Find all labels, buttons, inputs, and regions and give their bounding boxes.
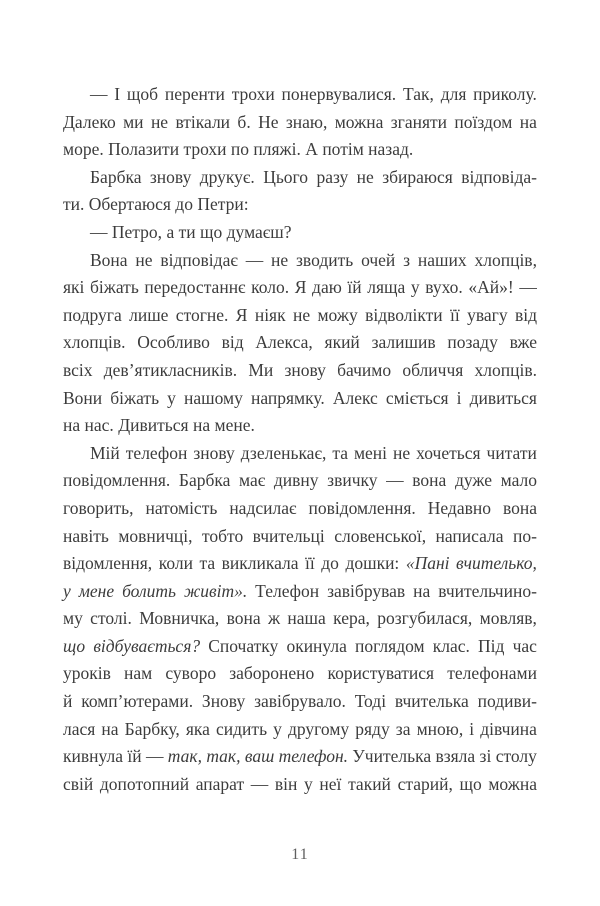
word: Особливо xyxy=(137,332,210,353)
word: сидить xyxy=(216,718,268,739)
word: ляща xyxy=(367,277,406,298)
word: телефон xyxy=(125,442,188,463)
word: такий xyxy=(348,773,391,794)
text-line xyxy=(63,357,537,385)
text-line xyxy=(63,578,537,606)
word: Вони xyxy=(63,387,103,408)
word: розгубилася, xyxy=(377,608,473,629)
text-line xyxy=(63,467,537,495)
text-line xyxy=(63,302,537,330)
page-text xyxy=(63,81,537,798)
word: що xyxy=(200,221,223,242)
word: окинула xyxy=(286,635,347,656)
word: лише xyxy=(129,304,169,325)
word: ж xyxy=(267,608,281,629)
word: так, xyxy=(167,746,202,767)
word: Знову xyxy=(201,691,246,712)
word: Далеко xyxy=(63,111,116,132)
text-line xyxy=(63,274,537,302)
word: натомість xyxy=(145,497,218,518)
word: разу xyxy=(316,166,349,187)
word: сміється xyxy=(385,387,449,408)
word: щоб xyxy=(126,84,159,104)
word: можна xyxy=(334,111,384,132)
word: увагу xyxy=(467,304,508,325)
word: неї xyxy=(319,773,342,794)
word: комп’ютерами. xyxy=(81,691,194,712)
word: до xyxy=(175,194,193,215)
word: Дивиться xyxy=(118,415,189,436)
word: Недавно xyxy=(427,497,491,518)
word: А xyxy=(305,139,318,160)
word: приколу. xyxy=(473,84,537,104)
word: — xyxy=(519,277,537,298)
text-line xyxy=(63,550,537,578)
word: вона xyxy=(226,608,261,629)
word: Не xyxy=(258,111,279,132)
page-number: 11 xyxy=(291,846,309,863)
word: дошки: xyxy=(345,553,400,574)
word: відволікти xyxy=(365,304,443,325)
word: І xyxy=(114,84,121,104)
word: напрямку. xyxy=(250,387,325,408)
word: дивиться xyxy=(469,387,537,408)
word: — xyxy=(90,221,108,242)
word: трохи xyxy=(183,139,227,160)
word: до xyxy=(321,553,339,574)
word: не xyxy=(271,249,289,270)
word: не xyxy=(292,304,311,325)
word: Барбку, xyxy=(124,718,180,739)
word: та xyxy=(332,442,348,463)
word: можу xyxy=(317,304,358,325)
word: мовничці, xyxy=(118,525,193,546)
word: ти. xyxy=(63,194,85,215)
word: столу xyxy=(495,746,537,767)
word: нашому xyxy=(184,387,243,408)
word: знову xyxy=(284,359,326,380)
word: позаду xyxy=(447,332,498,353)
word: користуватися xyxy=(327,663,435,684)
word: лася xyxy=(63,718,96,739)
word: коло. xyxy=(251,277,290,298)
word: нас. xyxy=(84,415,114,436)
word: що xyxy=(63,635,86,656)
word: надсилає xyxy=(229,497,297,518)
word: Полазити xyxy=(108,139,180,160)
word: у xyxy=(410,277,420,298)
word: вона xyxy=(412,470,447,491)
word: хлопців. xyxy=(63,332,126,353)
word: кера, xyxy=(333,608,370,629)
word: повідомлення. xyxy=(308,497,416,518)
word: вже xyxy=(509,332,537,353)
word: Спочатку xyxy=(208,635,279,656)
word: — xyxy=(90,84,108,104)
word: «Ай»! xyxy=(468,277,514,298)
word: коли xyxy=(158,553,193,574)
word: за xyxy=(395,718,411,739)
word: та xyxy=(199,553,216,574)
word: їй xyxy=(127,746,142,767)
word: знову xyxy=(193,442,235,463)
word: біжать xyxy=(90,277,139,298)
word: й xyxy=(63,691,73,712)
word: написала xyxy=(435,525,504,546)
word: Тоді xyxy=(354,691,387,712)
word: ніяк xyxy=(254,304,286,325)
text-line xyxy=(63,523,537,551)
word: звичку xyxy=(327,470,378,491)
word: Телефон xyxy=(255,580,320,601)
word: можна xyxy=(488,773,537,794)
word: Учителька xyxy=(352,746,432,767)
word: подиви- xyxy=(477,691,537,712)
word: другому xyxy=(287,718,350,739)
word: ряду xyxy=(355,718,390,739)
word: з xyxy=(403,249,411,270)
word: телефонами xyxy=(447,663,537,684)
text-line xyxy=(63,412,537,440)
word: Під xyxy=(478,635,505,656)
text-line xyxy=(63,136,537,164)
word: Петро, xyxy=(111,221,163,242)
word: вухо. xyxy=(425,277,463,298)
word: має xyxy=(239,470,266,491)
word: і xyxy=(456,387,462,408)
word: Барбка xyxy=(178,470,231,491)
word: на xyxy=(519,111,537,132)
word: втікали xyxy=(175,111,231,132)
word: му xyxy=(63,608,83,629)
word: обличчя xyxy=(402,359,464,380)
word: її xyxy=(305,553,315,574)
word: нам xyxy=(124,663,153,684)
word: вчительчино- xyxy=(438,580,537,601)
word: трохи xyxy=(231,84,275,104)
word: старий, xyxy=(397,773,453,794)
word: думаєш? xyxy=(226,221,292,242)
word: Обертаюся xyxy=(88,194,171,215)
word: Мовничка, xyxy=(139,608,220,629)
word: пляжі. xyxy=(253,139,301,160)
word: знову xyxy=(149,166,192,187)
word: викликала xyxy=(221,553,299,574)
word: мною, xyxy=(416,718,464,739)
word: говорить, xyxy=(63,497,134,518)
word: вчительці xyxy=(252,525,325,546)
word: не xyxy=(393,442,411,463)
word: подруга xyxy=(63,304,122,325)
word: понервувалися. xyxy=(281,84,397,104)
word: для xyxy=(440,84,467,104)
text-line xyxy=(63,329,537,357)
word: не xyxy=(135,249,153,270)
word: бачимо xyxy=(337,359,392,380)
word: свій xyxy=(63,773,94,794)
word: на xyxy=(101,718,119,739)
word: по xyxy=(230,139,250,160)
text-line xyxy=(63,495,537,523)
word: Алекса, xyxy=(255,332,313,353)
word: Вона xyxy=(90,249,128,270)
word: наша xyxy=(287,608,326,629)
word: болить xyxy=(122,580,176,601)
word: даю xyxy=(312,277,342,298)
word: — xyxy=(245,249,264,270)
word: повідомлення. xyxy=(63,470,171,491)
word: Петри: xyxy=(197,194,249,215)
word: по- xyxy=(512,525,537,546)
word: очей xyxy=(361,249,396,270)
word: — xyxy=(386,470,404,491)
word: Мій xyxy=(90,442,120,463)
text-line xyxy=(90,247,537,275)
word: передостаннє xyxy=(144,277,246,298)
text-line xyxy=(90,81,537,109)
word: апарат xyxy=(195,773,245,794)
text-line xyxy=(63,385,537,413)
word: мені xyxy=(353,442,388,463)
word: читати xyxy=(486,442,537,463)
word: дуже xyxy=(454,470,492,491)
word: уроків xyxy=(63,663,111,684)
word: у xyxy=(167,387,176,408)
word: телефон. xyxy=(278,746,349,767)
word: мене xyxy=(78,580,115,601)
word: біжать xyxy=(110,387,160,408)
word: хлопців. xyxy=(474,359,537,380)
word: заборонено xyxy=(229,663,315,684)
word: не xyxy=(356,166,374,187)
word: їй xyxy=(347,277,362,298)
text-line xyxy=(63,688,537,716)
word: Так, xyxy=(402,84,434,104)
word: час xyxy=(512,635,537,656)
word: завібрувало. xyxy=(254,691,346,712)
word: перенти xyxy=(164,84,225,104)
word: Я xyxy=(294,277,307,298)
text-line xyxy=(63,716,537,744)
word: Барбка xyxy=(90,166,142,187)
word: на xyxy=(413,580,431,601)
word: у xyxy=(63,580,71,601)
word: який xyxy=(324,332,360,353)
word: допотопний xyxy=(99,773,190,794)
word: Ми xyxy=(248,359,274,380)
word: стогне. xyxy=(175,304,229,325)
word: у xyxy=(304,773,313,794)
word: відомлення, xyxy=(63,553,153,574)
word: всіх xyxy=(63,359,93,380)
word: тобто xyxy=(201,525,244,546)
word: столі. xyxy=(90,608,132,629)
word: взяла xyxy=(435,746,476,767)
word: живіт». xyxy=(183,580,248,601)
word: Цього xyxy=(263,166,309,187)
word: поглядом xyxy=(355,635,425,656)
word: відповіда- xyxy=(461,166,537,187)
word: кивнула xyxy=(63,746,123,767)
text-line xyxy=(90,219,537,247)
word: вчителько, xyxy=(456,553,537,574)
text-line xyxy=(63,660,537,688)
word: і xyxy=(469,718,475,739)
text-line xyxy=(90,164,537,192)
word: не xyxy=(150,111,169,132)
word: — xyxy=(250,773,269,794)
text-line xyxy=(63,191,537,219)
text-line xyxy=(63,633,537,661)
word: а xyxy=(166,221,175,242)
word: на xyxy=(63,415,81,436)
word: словенської, xyxy=(334,525,427,546)
word: Я xyxy=(235,304,248,325)
word: яка xyxy=(185,718,210,739)
word: потім xyxy=(322,139,364,160)
word: зі xyxy=(479,746,492,767)
word: суворо xyxy=(165,663,217,684)
word: зводить xyxy=(296,249,354,270)
word: від xyxy=(514,304,537,325)
word: мене. xyxy=(214,415,255,436)
text-line xyxy=(63,109,537,137)
text-line xyxy=(63,605,537,633)
word: назад. xyxy=(368,139,414,160)
word: він xyxy=(274,773,298,794)
text-line xyxy=(90,440,537,468)
word: її xyxy=(450,304,460,325)
word: вона xyxy=(502,497,537,518)
word: дівчина xyxy=(480,718,537,739)
word: — xyxy=(145,746,164,767)
word: так, xyxy=(206,746,241,767)
word: наших xyxy=(417,249,467,270)
word: б. xyxy=(237,111,251,132)
word: ваш xyxy=(244,746,275,767)
word: хочеться xyxy=(416,442,481,463)
word: дивну xyxy=(273,470,319,491)
word: зганяти xyxy=(390,111,448,132)
word: мало xyxy=(500,470,537,491)
word: ти xyxy=(178,221,196,242)
word: від xyxy=(221,332,244,353)
word: що xyxy=(459,773,482,794)
word: друкує. xyxy=(199,166,255,187)
word: «Пані xyxy=(405,553,450,574)
word: на xyxy=(192,415,211,436)
word: вчителька xyxy=(394,691,469,712)
word: Алекс xyxy=(332,387,378,408)
text-line xyxy=(63,743,537,771)
word: відбувається? xyxy=(93,635,201,656)
word: збираюся xyxy=(382,166,453,187)
word: дев’ятикласників. xyxy=(103,359,238,380)
word: поїздом xyxy=(454,111,513,132)
word: які xyxy=(63,277,85,298)
word: залишив xyxy=(371,332,436,353)
word: у xyxy=(273,718,282,739)
word: клас. xyxy=(432,635,470,656)
word: дзеленькає, xyxy=(240,442,327,463)
word: мовляв, xyxy=(479,608,537,629)
word: ми xyxy=(123,111,144,132)
word: хлопців, xyxy=(474,249,537,270)
text-line xyxy=(63,771,537,799)
word: навіть xyxy=(63,525,109,546)
word: завібрував xyxy=(327,580,406,601)
word: море. xyxy=(63,139,104,160)
word: знаю, xyxy=(285,111,328,132)
word: відповідає xyxy=(160,249,238,270)
